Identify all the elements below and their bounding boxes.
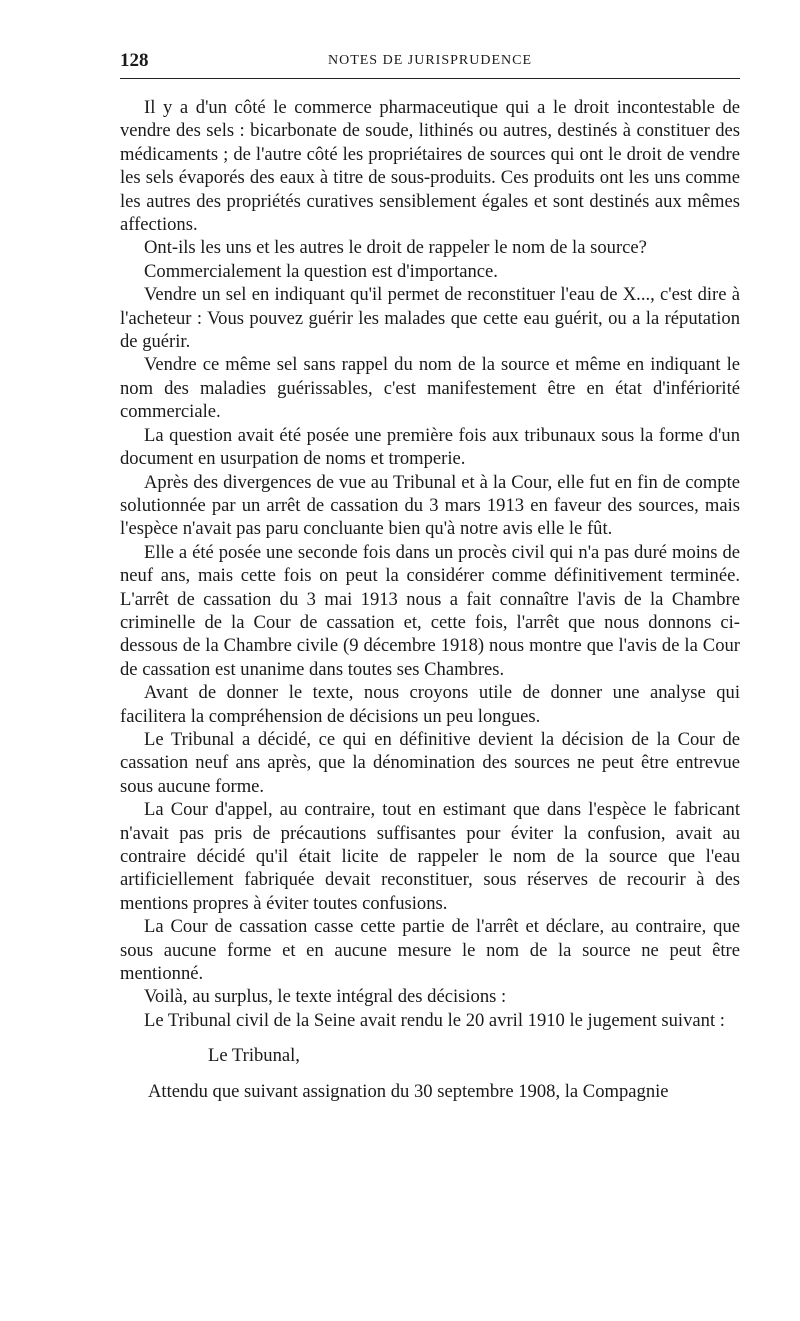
page-number: 128 xyxy=(120,50,149,71)
paragraph: Après des divergences de vue au Tribunal et à la Cour, elle fut en fin de compte solutionnée par un arrêt de cassation du 3 mars 1913 en faveur des sources, mais l'espèce n'avait pas paru concluante bien qu'à notre avis elle le fût. xyxy=(120,471,740,540)
paragraph: Le Tribunal civil de la Seine avait rendu le 20 avril 1910 le jugement suivant : xyxy=(144,1009,725,1031)
paragraph: Ont-ils les uns et les autres le droit de rappeler le nom de la source? xyxy=(144,237,647,259)
paragraph: Avant de donner le texte, nous croyons utile de donner une analyse qui facilitera la compréhension de décisions un peu longues. xyxy=(120,682,740,727)
paragraph: Vendre ce même sel sans rappel du nom de la source et même en indiquant le nom des maladies guérissables, c'est manifestement être en état d'infériorité commerciale. xyxy=(120,354,740,423)
paragraph: La question avait été posée une première fois aux tribunaux sous la forme d'un document en usurpation de noms et tromperie. xyxy=(120,424,740,470)
header-rule xyxy=(120,78,740,79)
paragraph: La Cour de cassation casse cette partie de l'arrêt et déclare, au contraire, que sous aucune forme et en aucune mesure le nom de la source ne peut être mentionné. xyxy=(120,916,740,985)
paragraph: Commercialement la question est d'importance. xyxy=(144,260,498,282)
salutation: Le Tribunal, xyxy=(208,1045,300,1067)
page-header xyxy=(120,50,740,72)
paragraph: Vendre un sel en indiquant qu'il permet de reconstituer l'eau de X..., c'est dire à l'acheteur : Vous pouvez guérir les malades que cette eau guérit, ou a la réputation de guérir. xyxy=(120,284,740,353)
paragraph: Le Tribunal a décidé, ce qui en définitive devient la décision de la Cour de cassation neuf ans après, que la dénomination des sources ne peut être entrevue sous aucune forme. xyxy=(120,728,740,797)
running-title: NOTES DE JURISPRUDENCE xyxy=(327,53,532,68)
paragraph: Il y a d'un côté le commerce pharmaceutique qui a le droit incontestable de vendre des sels : bicarbonate de soude, lithinés ou autres, destinés à constituer des médicaments ; de l'autre côté les propriétaires de sources qui ont le droit de vendre les sels évaporés des eaux à titre de sous-produits. Ces produits ont les uns comme les autres des propriétés curatives sensiblement égales et sont destinés aux mêmes affections. xyxy=(120,97,740,236)
body-text xyxy=(120,96,740,1103)
paragraph: Voilà, au surplus, le texte intégral des décisions : xyxy=(144,986,507,1008)
closing-line: Attendu que suivant assignation du 30 septembre 1908, la Compagnie xyxy=(148,1080,669,1102)
paragraph: La Cour d'appel, au contraire, tout en estimant que dans l'espèce le fabricant n'avait pas pris de précautions suffisantes pour éviter la confusion, avait au contraire décidé qu'il était licite de rappeler le nom de la source que l'eau artificiellement fabriquée devait reconstituer, sous réserves de recourir à des mentions propres à éviter toutes confusions. xyxy=(120,799,740,914)
paragraph: Elle a été posée une seconde fois dans un procès civil qui n'a pas duré moins de neuf ans, mais cette fois on peut la considérer comme définitivement terminée. L'arrêt de cassation du 3 mai 1913 nous a fait connaître l'avis de la Chambre criminelle de la Cour de cassation et, cette fois, l'arrêt que nous donnons ci-dessous de la Chambre civile (9 décembre 1918) nous montre que l'avis de la Cour de cassation est unanime dans toutes ses Chambres. xyxy=(120,541,740,680)
